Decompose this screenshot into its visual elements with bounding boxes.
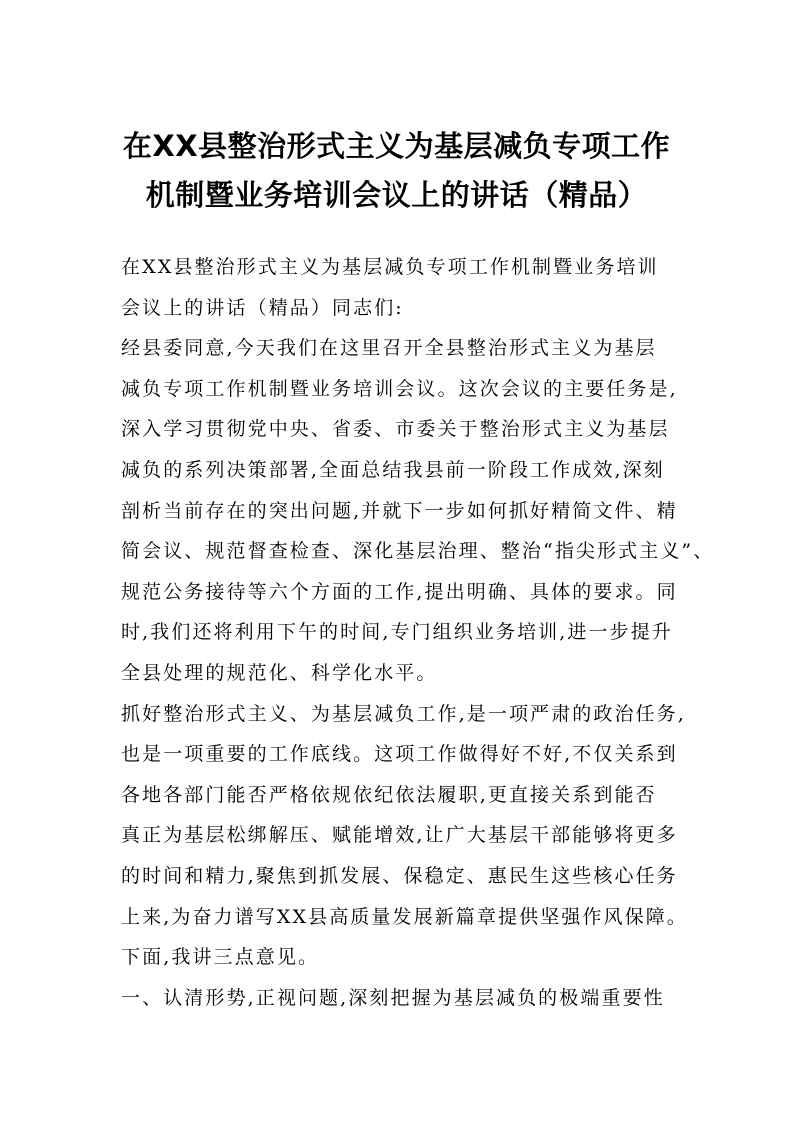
- document-title: [110, 122, 683, 220]
- body-line: 下面,我讲三点意见。: [121, 946, 320, 969]
- body-line: 全县处理的规范化、科学化水平。: [121, 661, 438, 684]
- body-line: 深入学习贯彻党中央、省委、市委关于整治形式主义为基层: [121, 418, 670, 441]
- body-line: 时,我们还将利用下午的时间,专门组织业务培训,进一步提升: [121, 621, 673, 644]
- body-line: 一、认清形势,正视问题,深刻把握为基层减负的极端重要性: [121, 986, 665, 1009]
- body-line: 的时间和精力,聚焦到抓发展、保稳定、惠民生这些核心任务: [121, 864, 678, 887]
- body-line: 减负的系列决策部署,全面总结我县前一阶段工作成效,深刻: [121, 458, 665, 481]
- body-line: 抓好整治形式主义、为基层减负工作,是一项严肃的政治任务,: [121, 702, 686, 725]
- body-line: 经县委同意,今天我们在这里召开全县整治形式主义为基层: [121, 337, 657, 360]
- document-body: [121, 247, 715, 1018]
- body-line: 简会议、规范督查检查、深化基层治理、整治“指尖形式主义”、: [121, 540, 715, 563]
- body-line: 各地各部门能否严格依规依纪依法履职,更直接关系到能否: [121, 783, 657, 806]
- body-line: 会议上的讲话（精品）同志们:: [121, 296, 404, 319]
- title-line: 机制暨业务培训会议上的讲话（精品）: [145, 178, 648, 212]
- body-line: 真正为基层松绑解压、赋能增效,让广大基层干部能够将更多: [121, 824, 678, 847]
- body-line: 规范公务接待等六个方面的工作,提出明确、具体的要求。同: [121, 580, 678, 603]
- body-line: 剖析当前存在的突出问题,并就下一步如何抓好精简文件、精: [121, 499, 678, 522]
- title-line: 在XX县整治形式主义为基层减负专项工作: [122, 129, 671, 163]
- body-line: 也是一项重要的工作底线。这项工作做得好不好,不仅关系到: [121, 743, 678, 766]
- body-line: 上来,为奋力谱写XX县高质量发展新篇章提供坚强作风保障。: [121, 905, 688, 928]
- body-line: 在XX县整治形式主义为基层减负专项工作机制暨业务培训: [121, 256, 659, 278]
- body-line: 减负专项工作机制暨业务培训会议。这次会议的主要任务是,: [121, 377, 678, 400]
